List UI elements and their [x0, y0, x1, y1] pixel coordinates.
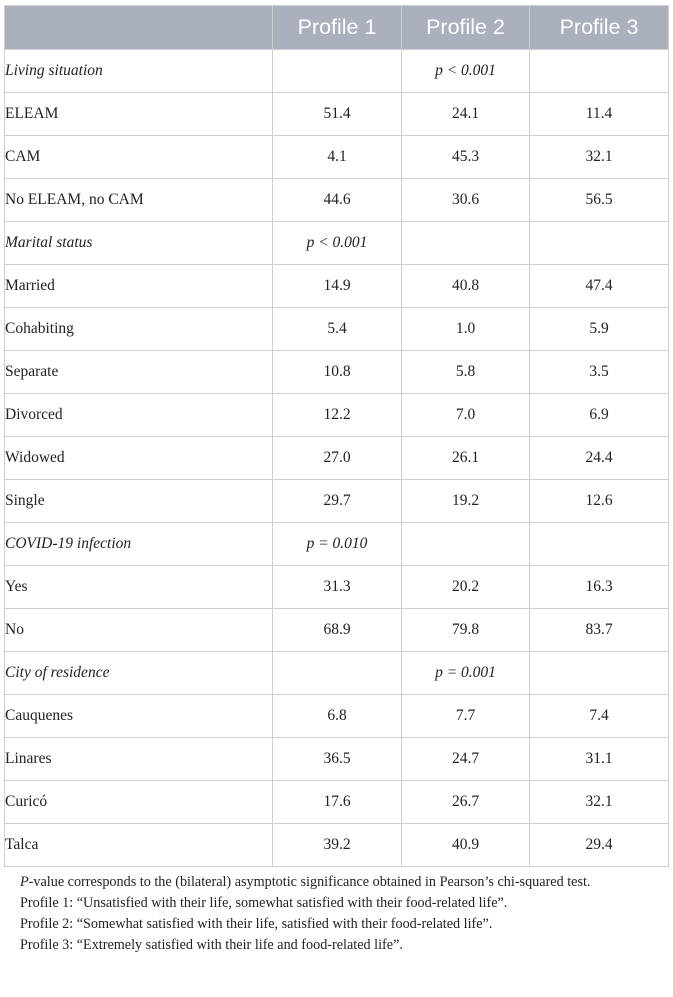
table-row — [5, 351, 669, 394]
footnote-profile-1: Profile 1: “Unsatisfied with their life, somewhat satisfied with their food-related life”. — [20, 895, 508, 911]
empty-cell — [530, 652, 669, 695]
table-footnotes — [4, 872, 668, 956]
header-profile-1: Profile 1 — [273, 6, 402, 50]
table-row — [5, 824, 669, 867]
profile-3-value: 56.5 — [530, 179, 669, 222]
profile-1-value: 4.1 — [273, 136, 402, 179]
footnote-pvalue-text: -value corresponds to the (bilateral) asymptotic significance obtained in Pearson’s chi-squared test. — [28, 874, 591, 890]
empty-cell — [530, 50, 669, 93]
row-label: ELEAM — [5, 93, 273, 136]
row-label: Widowed — [5, 437, 273, 480]
profile-1-value: 6.8 — [273, 695, 402, 738]
table-row — [5, 93, 669, 136]
section-title: COVID-19 infection — [5, 523, 273, 566]
profile-3-value: 32.1 — [530, 136, 669, 179]
profile-2-value: 40.8 — [402, 265, 530, 308]
profile-1-value: 10.8 — [273, 351, 402, 394]
profile-1-value: 44.6 — [273, 179, 402, 222]
profile-1-value: 29.7 — [273, 480, 402, 523]
profile-1-value: 39.2 — [273, 824, 402, 867]
p-value: p < 0.001 — [402, 50, 530, 93]
empty-cell — [273, 652, 402, 695]
row-label: Cohabiting — [5, 308, 273, 351]
row-label: Talca — [5, 824, 273, 867]
profile-3-value: 83.7 — [530, 609, 669, 652]
profile-2-value: 30.6 — [402, 179, 530, 222]
section-title: City of residence — [5, 652, 273, 695]
empty-cell — [530, 523, 669, 566]
profile-1-value: 5.4 — [273, 308, 402, 351]
section-row — [5, 222, 669, 265]
profile-1-value: 12.2 — [273, 394, 402, 437]
row-label: Linares — [5, 738, 273, 781]
profile-3-value: 3.5 — [530, 351, 669, 394]
table-row — [5, 265, 669, 308]
row-label: Separate — [5, 351, 273, 394]
table-row — [5, 179, 669, 222]
header-row — [5, 6, 669, 50]
profile-3-value: 47.4 — [530, 265, 669, 308]
profile-2-value: 24.7 — [402, 738, 530, 781]
profile-2-value: 26.7 — [402, 781, 530, 824]
results-table — [4, 5, 669, 867]
table-body — [5, 50, 669, 867]
table-row — [5, 394, 669, 437]
row-label: No — [5, 609, 273, 652]
profile-3-value: 11.4 — [530, 93, 669, 136]
profile-1-value: 27.0 — [273, 437, 402, 480]
header-blank-cell — [5, 6, 273, 50]
profile-2-value: 24.1 — [402, 93, 530, 136]
section-row — [5, 50, 669, 93]
profile-2-value: 45.3 — [402, 136, 530, 179]
footnote-profile-3: Profile 3: “Extremely satisfied with their life and food-related life”. — [20, 937, 403, 953]
profile-1-value: 14.9 — [273, 265, 402, 308]
table-row — [5, 136, 669, 179]
row-label: No ELEAM, no CAM — [5, 179, 273, 222]
row-label: Cauquenes — [5, 695, 273, 738]
profile-2-value: 19.2 — [402, 480, 530, 523]
profile-1-value: 68.9 — [273, 609, 402, 652]
footnote-pvalue — [4, 872, 668, 893]
section-row — [5, 652, 669, 695]
header-profile-2: Profile 2 — [402, 6, 530, 50]
section-title: Marital status — [5, 222, 273, 265]
table-row — [5, 308, 669, 351]
profile-2-value: 5.8 — [402, 351, 530, 394]
profile-2-value: 1.0 — [402, 308, 530, 351]
section-row — [5, 523, 669, 566]
p-value: p < 0.001 — [273, 222, 402, 265]
profile-2-value: 79.8 — [402, 609, 530, 652]
profile-3-value: 16.3 — [530, 566, 669, 609]
profile-2-value: 26.1 — [402, 437, 530, 480]
table-row — [5, 738, 669, 781]
table-header — [5, 6, 669, 50]
p-value: p = 0.010 — [273, 523, 402, 566]
header-profile-3: Profile 3 — [530, 6, 669, 50]
profile-3-value: 12.6 — [530, 480, 669, 523]
table-row — [5, 609, 669, 652]
profile-1-value: 17.6 — [273, 781, 402, 824]
profile-3-value: 29.4 — [530, 824, 669, 867]
profile-1-value: 36.5 — [273, 738, 402, 781]
empty-cell — [402, 523, 530, 566]
table-row — [5, 566, 669, 609]
profile-3-value: 31.1 — [530, 738, 669, 781]
row-label: Divorced — [5, 394, 273, 437]
profile-1-value: 51.4 — [273, 93, 402, 136]
table-row — [5, 437, 669, 480]
empty-cell — [402, 222, 530, 265]
table-row — [5, 781, 669, 824]
profile-2-value: 7.7 — [402, 695, 530, 738]
section-title: Living situation — [5, 50, 273, 93]
footnote-pvalue-italic: P — [20, 874, 29, 890]
profile-3-value: 7.4 — [530, 695, 669, 738]
footnote-profile-2: Profile 2: “Somewhat satisfied with their life, satisfied with their food-related life”. — [20, 916, 493, 932]
profile-3-value: 6.9 — [530, 394, 669, 437]
row-label: CAM — [5, 136, 273, 179]
profile-3-value: 24.4 — [530, 437, 669, 480]
row-label: Yes — [5, 566, 273, 609]
profile-2-value: 20.2 — [402, 566, 530, 609]
empty-cell — [273, 50, 402, 93]
row-label: Married — [5, 265, 273, 308]
profile-2-value: 7.0 — [402, 394, 530, 437]
empty-cell — [530, 222, 669, 265]
table-row — [5, 480, 669, 523]
profile-3-value: 32.1 — [530, 781, 669, 824]
row-label: Curicó — [5, 781, 273, 824]
p-value: p = 0.001 — [402, 652, 530, 695]
row-label: Single — [5, 480, 273, 523]
profile-2-value: 40.9 — [402, 824, 530, 867]
profile-3-value: 5.9 — [530, 308, 669, 351]
table-row — [5, 695, 669, 738]
profile-1-value: 31.3 — [273, 566, 402, 609]
